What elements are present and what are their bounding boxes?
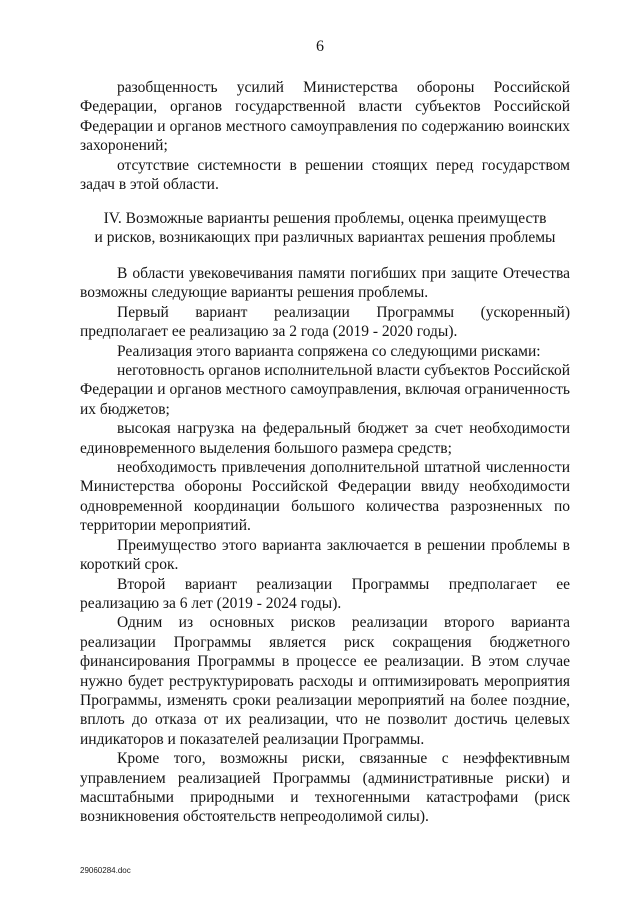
paragraph: Преимущество этого варианта заключается в решении проблемы в короткий срок. — [80, 536, 570, 574]
paragraph: Первый вариант реализации Программы (ускоренный) предполагает ее реализацию за 2 года (2019 - 2020 годы). — [80, 303, 570, 341]
page-number: 6 — [316, 38, 324, 55]
paragraph: Кроме того, возможны риски, связанные с неэффективным управлением реализацией Программы (административные риски) и масштабными природными и техногенными катастрофами (риск возникновения обстоятельств непреодолимой силы). — [80, 750, 570, 826]
section-text-block — [80, 264, 570, 827]
paragraph: неготовность органов исполнительной власти субъектов Российской Федерации и органов местного самоуправления, включая ограниченность их бюджетов; — [80, 362, 570, 418]
section-heading-line: IV. Возможные варианты решения проблемы, оценка преимуществ — [103, 210, 547, 227]
paragraph: разобщенность усилий Министерства обороны Российской Федерации, органов государственной власти субъектов Российской Федерации и органов местного самоуправления по содержанию воинских захоронений; — [80, 79, 570, 155]
document-file-code: 29060284.doc — [80, 866, 131, 875]
paragraph: необходимость привлечения дополнительной штатной численности Министерства обороны Российской Федерации ввиду необходимости одновременной координации большого количества разрозненных по территории мероприятий. — [80, 459, 570, 535]
intro-text-block — [80, 78, 570, 194]
paragraph: отсутствие системности в решении стоящих перед государством задач в этой области. — [80, 156, 570, 194]
section-heading — [80, 209, 570, 248]
paragraph: Второй вариант реализации Программы предполагает ее реализацию за 6 лет (2019 - 2024 годы). — [80, 575, 570, 612]
section-heading-line: и рисков, возникающих при различных вариантах решения проблемы — [94, 229, 556, 247]
paragraph: Одним из основных рисков реализации второго варианта реализации Программы является риск сокращения бюджетного финансирования Программы в процессе ее реализации. В этом случае нужно будет реструктурировать расходы и оптимизировать мероприятия Программы, изменять сроки реализации мероприятий на более поздние, вплоть до отказа от их реализации, что не позволит достичь целевых индикаторов и показателей реализации Программы. — [80, 614, 570, 748]
paragraph: В области увековечивания памяти погибших при защите Отечества возможны следующие варианты решения проблемы. — [80, 265, 570, 302]
paragraph: Реализация этого варианта сопряжена со следующими рисками: — [117, 342, 541, 360]
paragraph: высокая нагрузка на федеральный бюджет за счет необходимости единовременного выделения большого размера средств; — [80, 420, 570, 457]
